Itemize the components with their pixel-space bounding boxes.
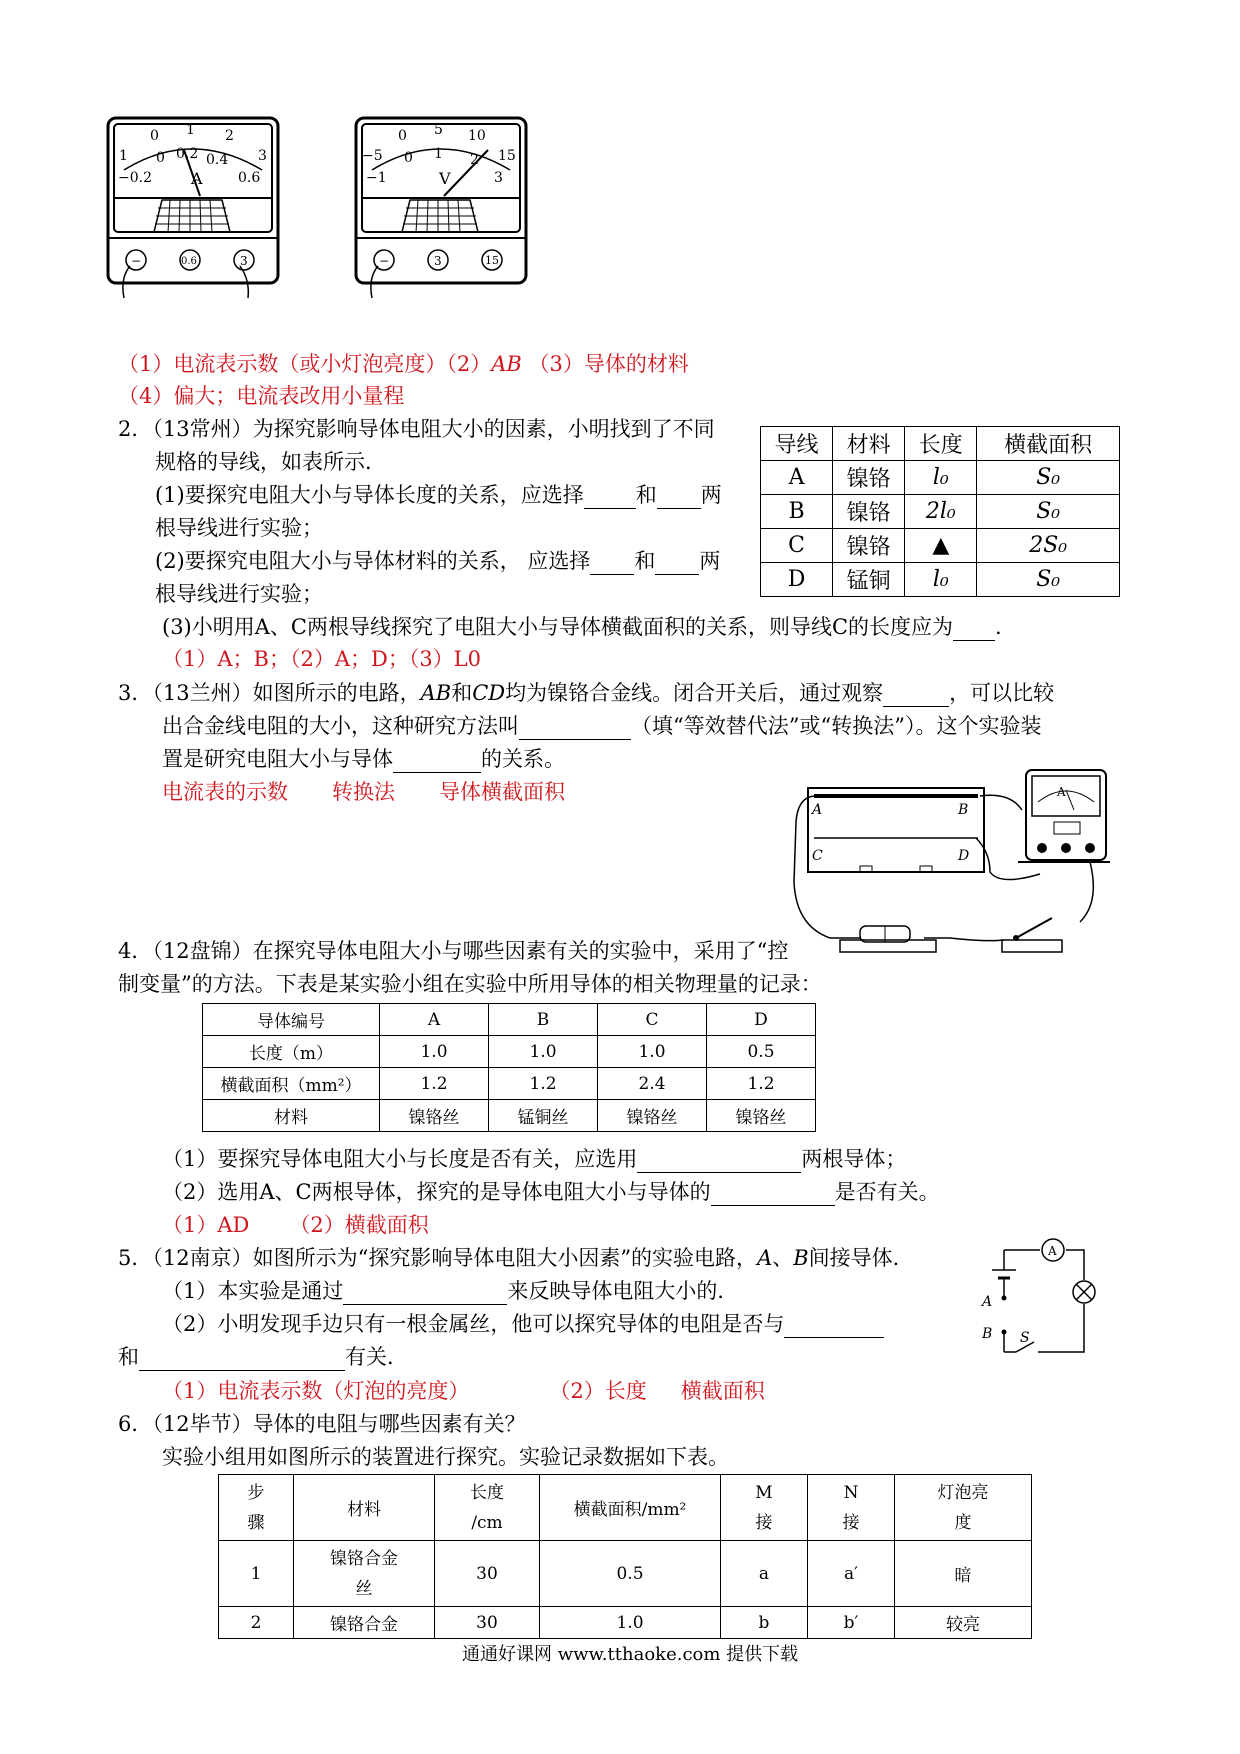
q4-conductor-table	[202, 1003, 816, 1132]
table-row: 导体编号 A B C D	[203, 1004, 816, 1036]
q2-blank-2[interactable]	[657, 487, 701, 509]
ammeter-terminal-0-6: 0.6	[181, 256, 197, 267]
q1-answer-line1: （1）电流表示数（或小灯泡亮度）（2）AB （3）导体的材料	[118, 352, 689, 376]
q5-blank-3[interactable]	[139, 1349, 345, 1371]
ammeter-bottom-scale-0: 0	[156, 150, 165, 166]
q2-line7: (3)小明用A、C两根导线探究了电阻大小与导体横截面积的关系，则导线C的长度应为 .	[162, 615, 1002, 639]
q2-line3: (1)要探究电阻大小与导体长度的关系，应选择 和 两	[155, 483, 722, 507]
q5-sub1: （1）本实验是通过 来反映导体电阻大小的．	[162, 1279, 739, 1303]
ammeter-top-scale-1: 1	[186, 122, 195, 138]
voltmeter-terminal-3: 3	[434, 254, 442, 268]
q2-table-header: 导线	[761, 427, 833, 461]
q3-line3: 置是研究电阻大小与导体 的关系。	[162, 747, 565, 771]
q2-blank-3[interactable]	[590, 553, 634, 575]
voltmeter-bottom-scale-0: 0	[404, 150, 413, 166]
ammeter-symbol: A	[191, 169, 203, 188]
ammeter	[108, 118, 278, 298]
ammeter-icon	[1018, 770, 1110, 862]
voltmeter-top-scale-2: 10	[468, 128, 486, 144]
table-row: B 镍铬 2l₀ S₀	[761, 495, 1120, 529]
ammeter-top-neg: 1	[119, 148, 128, 164]
voltmeter-top-scale-3: 15	[498, 148, 516, 164]
q5-blank-1[interactable]	[343, 1283, 507, 1305]
q5-fig-label-B: B	[982, 1326, 993, 1342]
q4-line2: 制变量”的方法。下表是某实验小组在实验中所用导体的相关物理量的记录：	[118, 972, 822, 996]
q4-sub2: （2）选用A、C两根导体，探究的是导体电阻大小与导体的 是否有关。	[162, 1180, 940, 1204]
q1-answer-line2: （4）偏大；电流表改用小量程	[118, 384, 405, 408]
ammeter-bottom-scale-3: 0.6	[238, 170, 261, 186]
q2-line5: (2)要探究电阻大小与导体材料的关系， 应选择 和 两	[155, 549, 721, 573]
voltmeter-top-scale-1: 5	[434, 122, 443, 138]
q2-line1: 2．（13常州）为探究影响导体电阻大小的因素，小明找到了不同	[118, 417, 715, 441]
table-row: A 镍铬 l₀ S₀	[761, 461, 1120, 495]
q5-fig-ammeter-symbol: A	[1048, 1244, 1057, 1258]
table-row: D 锰铜 l₀ S₀	[761, 563, 1120, 597]
q5-circuit-figure	[960, 1228, 1100, 1358]
q5-answer: （1）电流表示数（灯泡的亮度） （2）长度 横截面积	[162, 1379, 765, 1403]
ammeter-bottom-scale-1: 0.2	[176, 146, 199, 162]
q2-table-header: 材料	[833, 427, 905, 461]
q2-answer: （1）A；B；（2）A；D；（3）L0	[162, 647, 481, 671]
q3-line2: 出合金线电阻的大小，这种研究方法叫 （填“等效替代法”或“转换法”）。这个实验装	[162, 714, 1042, 738]
q2-table-header: 横截面积	[977, 427, 1120, 461]
q3-answers: 电流表的示数 转换法 导体横截面积	[162, 780, 565, 804]
voltmeter	[356, 118, 526, 298]
q2-line2: 规格的导线，如表所示．	[155, 450, 386, 474]
q3-circuit-figure	[790, 762, 1130, 960]
q3-blank-2[interactable]	[519, 718, 631, 740]
q2-line4: 根导线进行实验；	[155, 516, 323, 540]
q2-blank-5[interactable]	[953, 619, 995, 641]
table-row: 长度（m） 1.0 1.0 1.0 0.5	[203, 1036, 816, 1068]
voltmeter-top-scale-0: 0	[398, 128, 407, 144]
table-row: C 镍铬 ▲ 2S₀	[761, 529, 1120, 563]
q3-fig-label-D: D	[958, 848, 970, 864]
q2-wire-table	[760, 426, 1120, 597]
q5-fig-label-A: A	[982, 1294, 993, 1310]
voltmeter-bottom-scale-1: 1	[434, 146, 443, 162]
voltmeter-bottom-scale-3: 3	[494, 170, 503, 186]
switch-icon	[1002, 918, 1062, 952]
q6-line1: 6．（12毕节）导体的电阻与哪些因素有关？	[118, 1412, 526, 1436]
q2-blank-4[interactable]	[655, 553, 699, 575]
table-row: 1 镍铬合金 丝 30 0.5 a a′ 暗	[219, 1541, 1032, 1607]
battery-icon	[840, 926, 936, 952]
voltmeter-symbol: V	[439, 169, 451, 188]
q5-fig-label-S: S	[1020, 1330, 1030, 1346]
ammeter-terminal-3: 3	[240, 254, 248, 268]
q3-fig-ammeter-symbol: A	[1057, 785, 1066, 799]
q4-blank-1[interactable]	[637, 1151, 801, 1173]
q3-blank-1[interactable]	[883, 685, 949, 707]
page-footer: 通通好课网 www.tthaoke.com 提供下载	[462, 1644, 799, 1665]
q5-sub3: 和 有关．	[118, 1345, 408, 1369]
voltmeter-bottom-scale-2: 2	[470, 152, 479, 168]
q2-blank-1[interactable]	[584, 487, 636, 509]
voltmeter-bottom-neg: −1	[366, 170, 387, 186]
ammeter-top-scale-2: 2	[225, 128, 234, 144]
q3-blank-3[interactable]	[393, 751, 481, 773]
ammeter-bottom-scale-2: 0.4	[206, 152, 229, 168]
table-row: 材料 镍铬丝 锰铜丝 镍铬丝 镍铬丝	[203, 1100, 816, 1132]
q6-line2: 实验小组用如图所示的装置进行探究。实验记录数据如下表。	[162, 1445, 729, 1469]
meters-figure	[100, 108, 600, 308]
q3-fig-label-A: A	[812, 802, 823, 818]
ammeter-bottom-neg: −0.2	[118, 170, 152, 186]
q4-line1: 4．（12盘锦）在探究导体电阻大小与哪些因素有关的实验中，采用了“控	[118, 939, 789, 963]
q3-fig-label-B: B	[958, 802, 969, 818]
q6-experiment-table	[218, 1474, 1032, 1639]
q4-answer: （1）AD （2）横截面积	[162, 1213, 429, 1237]
q4-sub1: （1）要探究导体电阻大小与长度是否有关，应选用 两根导体；	[162, 1147, 907, 1171]
ammeter-terminal-neg: −	[131, 254, 142, 268]
q3-fig-label-C: C	[812, 848, 823, 864]
table-row: 2 镍铬合金 30 1.0 b b′ 较亮	[219, 1607, 1032, 1639]
voltmeter-terminal-15: 15	[485, 254, 499, 267]
ammeter-top-scale-0: 0	[150, 128, 159, 144]
q5-blank-2[interactable]	[784, 1316, 884, 1338]
ammeter-top-scale-3: 3	[258, 148, 267, 164]
voltmeter-top-neg: −5	[362, 148, 383, 164]
table-row: 横截面积（mm²） 1.2 1.2 2.4 1.2	[203, 1068, 816, 1100]
q2-table-header: 长度	[905, 427, 977, 461]
table-row: 步 骤 材料 长度 /cm 横截面积/mm² M 接 N 接 灯泡亮 度	[219, 1475, 1032, 1541]
voltmeter-terminal-neg: −	[379, 254, 390, 268]
q4-blank-2[interactable]	[711, 1184, 835, 1206]
q5-sub2: （2）小明发现手边只有一根金属丝，他可以探究导体的电阻是否与	[162, 1308, 884, 1338]
q3-line1: 3．（13兰州）如图所示的电路，AB和CD均为镍铬合金线。闭合开关后，通过观察 ，可以比较	[118, 681, 1055, 705]
q5-line1: 5．（12南京）如图所示为“探究影响导体电阻大小因素”的实验电路，A、B间接导体．	[118, 1246, 914, 1270]
q2-line6: 根导线进行实验；	[155, 582, 323, 606]
